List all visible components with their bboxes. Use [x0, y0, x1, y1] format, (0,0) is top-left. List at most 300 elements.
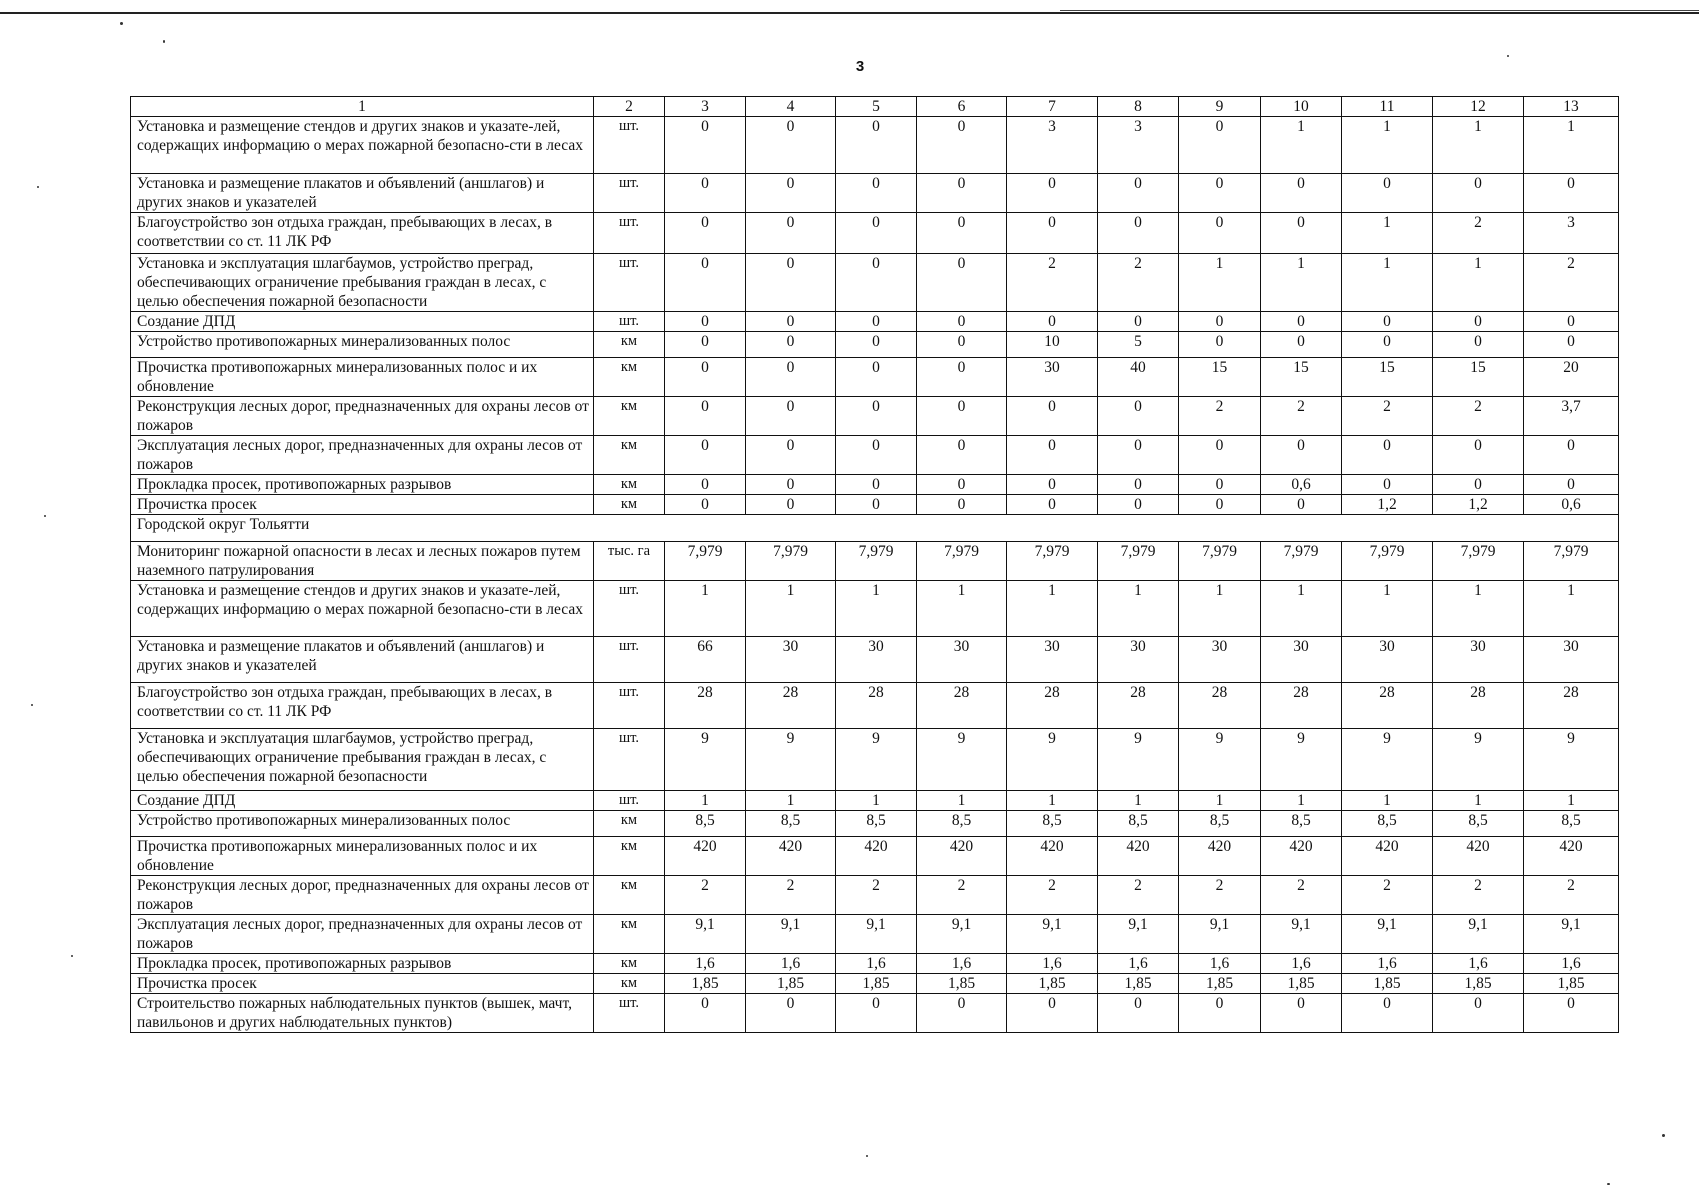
- value-cell: 2: [1179, 397, 1261, 436]
- value-cell: 1: [665, 791, 746, 811]
- table-row: [131, 213, 1619, 254]
- value-cell: 0: [746, 436, 836, 475]
- value-cell: 7,979: [917, 542, 1007, 581]
- value-cell: 30: [1342, 637, 1433, 683]
- value-cell: 20: [1524, 358, 1619, 397]
- value-cell: 2: [1261, 397, 1342, 436]
- value-cell: 1,6: [746, 954, 836, 974]
- value-cell: 7,979: [746, 542, 836, 581]
- value-cell: 1,85: [1007, 974, 1098, 994]
- value-cell: 1: [746, 581, 836, 637]
- value-cell: 0: [1433, 174, 1524, 213]
- value-cell: 9,1: [1261, 915, 1342, 954]
- value-cell: 0: [665, 254, 746, 312]
- value-cell: 0: [836, 495, 917, 515]
- value-cell: 3,7: [1524, 397, 1619, 436]
- value-cell: 1,6: [665, 954, 746, 974]
- table-row: [131, 475, 1619, 495]
- value-cell: 9,1: [665, 915, 746, 954]
- page-number: 3: [855, 58, 865, 75]
- value-cell: 0: [836, 332, 917, 358]
- value-cell: 0: [1179, 117, 1261, 174]
- value-cell: 40: [1098, 358, 1179, 397]
- value-cell: 9: [1433, 729, 1524, 791]
- value-cell: 7,979: [1433, 542, 1524, 581]
- column-header: 10: [1261, 97, 1342, 117]
- table-row: [131, 876, 1619, 915]
- value-cell: 30: [917, 637, 1007, 683]
- value-cell: 0: [836, 213, 917, 254]
- value-cell: 1: [1433, 791, 1524, 811]
- value-cell: 1,85: [1179, 974, 1261, 994]
- value-cell: 15: [1179, 358, 1261, 397]
- value-cell: 1,6: [1007, 954, 1098, 974]
- value-cell: 420: [1098, 837, 1179, 876]
- value-cell: 0: [917, 213, 1007, 254]
- value-cell: 1: [1098, 791, 1179, 811]
- value-cell: 420: [1433, 837, 1524, 876]
- value-cell: 7,979: [1179, 542, 1261, 581]
- value-cell: 9,1: [1179, 915, 1261, 954]
- value-cell: 0: [1342, 994, 1433, 1033]
- value-cell: 9,1: [746, 915, 836, 954]
- value-cell: 1,85: [917, 974, 1007, 994]
- value-cell: 9,1: [1098, 915, 1179, 954]
- activity-name: Устройство противопожарных минерализованных полос: [131, 332, 594, 358]
- column-header: 11: [1342, 97, 1433, 117]
- value-cell: 0: [1342, 312, 1433, 332]
- column-header: 2: [594, 97, 665, 117]
- value-cell: 0: [1179, 312, 1261, 332]
- value-cell: 1: [917, 791, 1007, 811]
- value-cell: 3: [1007, 117, 1098, 174]
- activity-name: Установка и размещение плакатов и объявлений (аншлагов) и других знаков и указателей: [131, 174, 594, 213]
- scan-speck: [1607, 1183, 1610, 1185]
- table-row: [131, 581, 1619, 637]
- value-cell: 0: [1433, 332, 1524, 358]
- value-cell: 7,979: [1007, 542, 1098, 581]
- value-cell: 0: [1433, 475, 1524, 495]
- header-row: [131, 97, 1619, 117]
- activity-name: Благоустройство зон отдыха граждан, пребывающих в лесах, в соответствии со ст. 11 ЛК РФ: [131, 683, 594, 729]
- value-cell: 0: [917, 254, 1007, 312]
- value-cell: 0: [1179, 475, 1261, 495]
- value-cell: 5: [1098, 332, 1179, 358]
- value-cell: 30: [1524, 637, 1619, 683]
- value-cell: 0: [746, 332, 836, 358]
- value-cell: 0: [746, 495, 836, 515]
- value-cell: 1,85: [1524, 974, 1619, 994]
- value-cell: 30: [1179, 637, 1261, 683]
- value-cell: 28: [836, 683, 917, 729]
- value-cell: 8,5: [1433, 811, 1524, 837]
- value-cell: 0: [917, 312, 1007, 332]
- scan-speck: [120, 22, 123, 25]
- unit-cell: км: [594, 837, 665, 876]
- unit-cell: шт.: [594, 791, 665, 811]
- value-cell: 7,979: [665, 542, 746, 581]
- value-cell: 1,85: [746, 974, 836, 994]
- activity-name: Устройство противопожарных минерализованных полос: [131, 811, 594, 837]
- value-cell: 8,5: [746, 811, 836, 837]
- value-cell: 1: [1342, 581, 1433, 637]
- value-cell: 0: [917, 436, 1007, 475]
- value-cell: 0: [917, 174, 1007, 213]
- unit-cell: шт.: [594, 213, 665, 254]
- value-cell: 0: [917, 397, 1007, 436]
- value-cell: 3: [1524, 213, 1619, 254]
- table-row: [131, 436, 1619, 475]
- value-cell: 9: [1098, 729, 1179, 791]
- value-cell: 0: [746, 254, 836, 312]
- value-cell: 0: [746, 117, 836, 174]
- activity-name: Прочистка просек: [131, 974, 594, 994]
- value-cell: 1: [1261, 581, 1342, 637]
- unit-cell: км: [594, 332, 665, 358]
- value-cell: 0: [917, 117, 1007, 174]
- unit-cell: км: [594, 358, 665, 397]
- value-cell: 9,1: [1433, 915, 1524, 954]
- value-cell: 30: [1007, 358, 1098, 397]
- value-cell: 1: [1433, 581, 1524, 637]
- value-cell: 1: [1261, 117, 1342, 174]
- value-cell: 1,6: [1261, 954, 1342, 974]
- column-header: 9: [1179, 97, 1261, 117]
- column-header: 5: [836, 97, 917, 117]
- scan-speck: [1507, 55, 1509, 57]
- value-cell: 2: [1007, 876, 1098, 915]
- table-row: [131, 542, 1619, 581]
- unit-cell: шт.: [594, 174, 665, 213]
- value-cell: 28: [665, 683, 746, 729]
- value-cell: 2: [1179, 876, 1261, 915]
- value-cell: 0: [665, 174, 746, 213]
- activity-name: Прокладка просек, противопожарных разрывов: [131, 475, 594, 495]
- value-cell: 420: [1179, 837, 1261, 876]
- unit-cell: км: [594, 811, 665, 837]
- value-cell: 0: [746, 397, 836, 436]
- value-cell: 0: [836, 254, 917, 312]
- table-row: [131, 332, 1619, 358]
- value-cell: 0: [836, 312, 917, 332]
- value-cell: 66: [665, 637, 746, 683]
- table-row: [131, 312, 1619, 332]
- value-cell: 30: [836, 637, 917, 683]
- value-cell: 420: [836, 837, 917, 876]
- value-cell: 0: [665, 332, 746, 358]
- value-cell: 1,85: [1342, 974, 1433, 994]
- column-header: 1: [131, 97, 594, 117]
- value-cell: 1: [1261, 254, 1342, 312]
- unit-cell: тыс. га: [594, 542, 665, 581]
- value-cell: 0: [1261, 312, 1342, 332]
- table-row: [131, 495, 1619, 515]
- activity-name: Прочистка противопожарных минерализованных полос и их обновление: [131, 358, 594, 397]
- value-cell: 8,5: [665, 811, 746, 837]
- value-cell: 0: [665, 994, 746, 1033]
- value-cell: 1: [917, 581, 1007, 637]
- value-cell: 0: [1007, 213, 1098, 254]
- table-row: [131, 174, 1619, 213]
- value-cell: 420: [1342, 837, 1433, 876]
- value-cell: 7,979: [1524, 542, 1619, 581]
- value-cell: 0: [1524, 475, 1619, 495]
- value-cell: 0: [665, 495, 746, 515]
- value-cell: 8,5: [1261, 811, 1342, 837]
- value-cell: 1,2: [1433, 495, 1524, 515]
- value-cell: 0: [836, 475, 917, 495]
- value-cell: 0: [1007, 495, 1098, 515]
- value-cell: 0: [917, 994, 1007, 1033]
- value-cell: 0: [1261, 332, 1342, 358]
- value-cell: 0: [1179, 436, 1261, 475]
- unit-cell: км: [594, 475, 665, 495]
- value-cell: 1,85: [1098, 974, 1179, 994]
- value-cell: 1: [1524, 117, 1619, 174]
- column-header: 6: [917, 97, 1007, 117]
- value-cell: 0,6: [1524, 495, 1619, 515]
- value-cell: 9: [1007, 729, 1098, 791]
- value-cell: 0: [665, 436, 746, 475]
- value-cell: 0: [1524, 994, 1619, 1033]
- value-cell: 0: [1524, 332, 1619, 358]
- scan-speck: [37, 186, 39, 188]
- value-cell: 9: [1261, 729, 1342, 791]
- value-cell: 0: [1098, 475, 1179, 495]
- value-cell: 1: [1098, 581, 1179, 637]
- value-cell: 0: [1342, 475, 1433, 495]
- unit-cell: шт.: [594, 117, 665, 174]
- value-cell: 2: [1524, 876, 1619, 915]
- value-cell: 8,5: [1524, 811, 1619, 837]
- value-cell: 28: [1433, 683, 1524, 729]
- value-cell: 7,979: [1261, 542, 1342, 581]
- value-cell: 0: [1007, 475, 1098, 495]
- value-cell: 2: [917, 876, 1007, 915]
- column-header: 12: [1433, 97, 1524, 117]
- table-row: [131, 994, 1619, 1033]
- value-cell: 30: [746, 637, 836, 683]
- value-cell: 0: [1098, 213, 1179, 254]
- table-row: [131, 729, 1619, 791]
- value-cell: 420: [917, 837, 1007, 876]
- value-cell: 0: [665, 117, 746, 174]
- scan-speck: [44, 515, 46, 517]
- value-cell: 28: [1261, 683, 1342, 729]
- value-cell: 9: [836, 729, 917, 791]
- value-cell: 1: [1179, 791, 1261, 811]
- value-cell: 1: [836, 791, 917, 811]
- value-cell: 0: [1179, 213, 1261, 254]
- value-cell: 1: [1433, 254, 1524, 312]
- value-cell: 28: [1342, 683, 1433, 729]
- table-row: [131, 837, 1619, 876]
- value-cell: 420: [1524, 837, 1619, 876]
- value-cell: 1,6: [1179, 954, 1261, 974]
- table-row: [131, 637, 1619, 683]
- value-cell: 10: [1007, 332, 1098, 358]
- value-cell: 0: [746, 994, 836, 1033]
- value-cell: 0: [836, 436, 917, 475]
- value-cell: 15: [1261, 358, 1342, 397]
- activity-name: Установка и эксплуатация шлагбаумов, устройство преград, обеспечивающих ограничение пребывания граждан в лесах, с целью обеспечения пожарной безопасности: [131, 729, 594, 791]
- value-cell: 0: [1261, 436, 1342, 475]
- value-cell: 1: [665, 581, 746, 637]
- value-cell: 1: [1433, 117, 1524, 174]
- value-cell: 1: [1524, 791, 1619, 811]
- value-cell: 0: [836, 397, 917, 436]
- value-cell: 7,979: [1342, 542, 1433, 581]
- column-header: 13: [1524, 97, 1619, 117]
- unit-cell: шт.: [594, 637, 665, 683]
- value-cell: 1,85: [1433, 974, 1524, 994]
- value-cell: 1: [1342, 117, 1433, 174]
- value-cell: 1,85: [1261, 974, 1342, 994]
- value-cell: 2: [1433, 397, 1524, 436]
- top-border-line: [0, 12, 1699, 14]
- activity-name: Мониторинг пожарной опасности в лесах и лесных пожаров путем наземного патрулирования: [131, 542, 594, 581]
- value-cell: 0: [665, 358, 746, 397]
- value-cell: 28: [1007, 683, 1098, 729]
- table-body: [131, 117, 1619, 1033]
- value-cell: 0: [1007, 397, 1098, 436]
- value-cell: 8,5: [836, 811, 917, 837]
- value-cell: 2: [746, 876, 836, 915]
- value-cell: 1,85: [836, 974, 917, 994]
- value-cell: 0: [1524, 436, 1619, 475]
- unit-cell: шт.: [594, 729, 665, 791]
- value-cell: 0: [746, 475, 836, 495]
- table-row: [131, 974, 1619, 994]
- value-cell: 1: [1524, 581, 1619, 637]
- section-row: [131, 515, 1619, 542]
- value-cell: 0: [665, 312, 746, 332]
- table-row: [131, 791, 1619, 811]
- value-cell: 8,5: [1179, 811, 1261, 837]
- value-cell: 1: [1007, 581, 1098, 637]
- value-cell: 0,6: [1261, 475, 1342, 495]
- value-cell: 2: [1524, 254, 1619, 312]
- value-cell: 1: [1342, 791, 1433, 811]
- value-cell: 1,6: [836, 954, 917, 974]
- value-cell: 1,6: [1433, 954, 1524, 974]
- value-cell: 420: [665, 837, 746, 876]
- value-cell: 9: [1179, 729, 1261, 791]
- value-cell: 0: [665, 475, 746, 495]
- value-cell: 1: [1179, 581, 1261, 637]
- value-cell: 8,5: [1098, 811, 1179, 837]
- value-cell: 1: [1179, 254, 1261, 312]
- unit-cell: шт.: [594, 683, 665, 729]
- value-cell: 420: [1261, 837, 1342, 876]
- table-row: [131, 954, 1619, 974]
- value-cell: 0: [746, 358, 836, 397]
- value-cell: 1,6: [1524, 954, 1619, 974]
- value-cell: 0: [1007, 994, 1098, 1033]
- unit-cell: км: [594, 954, 665, 974]
- unit-cell: шт.: [594, 254, 665, 312]
- value-cell: 0: [1179, 994, 1261, 1033]
- value-cell: 0: [917, 495, 1007, 515]
- value-cell: 1,85: [665, 974, 746, 994]
- scan-speck: [1662, 1134, 1665, 1137]
- value-cell: 30: [1261, 637, 1342, 683]
- value-cell: 2: [1433, 213, 1524, 254]
- value-cell: 9: [1524, 729, 1619, 791]
- unit-cell: км: [594, 397, 665, 436]
- activities-table: [130, 96, 1619, 1033]
- activity-name: Эксплуатация лесных дорог, предназначенных для охраны лесов от пожаров: [131, 915, 594, 954]
- activity-name: Создание ДПД: [131, 791, 594, 811]
- column-header: 3: [665, 97, 746, 117]
- value-cell: 0: [1179, 332, 1261, 358]
- value-cell: 9,1: [1342, 915, 1433, 954]
- value-cell: 420: [1007, 837, 1098, 876]
- value-cell: 1: [746, 791, 836, 811]
- unit-cell: шт.: [594, 312, 665, 332]
- activity-name: Благоустройство зон отдыха граждан, пребывающих в лесах, в соответствии со ст. 11 ЛК РФ: [131, 213, 594, 254]
- value-cell: 0: [1098, 312, 1179, 332]
- value-cell: 3: [1098, 117, 1179, 174]
- value-cell: 30: [1433, 637, 1524, 683]
- value-cell: 8,5: [1007, 811, 1098, 837]
- value-cell: 0: [1342, 332, 1433, 358]
- table-row: [131, 397, 1619, 436]
- value-cell: 2: [1098, 876, 1179, 915]
- value-cell: 2: [1342, 397, 1433, 436]
- value-cell: 8,5: [917, 811, 1007, 837]
- value-cell: 1,6: [917, 954, 1007, 974]
- value-cell: 0: [1007, 174, 1098, 213]
- value-cell: 0: [1098, 994, 1179, 1033]
- value-cell: 9,1: [1524, 915, 1619, 954]
- scan-speck: [31, 704, 33, 706]
- value-cell: 9: [917, 729, 1007, 791]
- value-cell: 0: [1261, 495, 1342, 515]
- value-cell: 0: [1007, 436, 1098, 475]
- value-cell: 0: [665, 213, 746, 254]
- value-cell: 28: [917, 683, 1007, 729]
- value-cell: 2: [1098, 254, 1179, 312]
- value-cell: 0: [836, 994, 917, 1033]
- value-cell: 0: [917, 475, 1007, 495]
- activity-name: Реконструкция лесных дорог, предназначенных для охраны лесов от пожаров: [131, 876, 594, 915]
- value-cell: 0: [1098, 495, 1179, 515]
- value-cell: 8,5: [1342, 811, 1433, 837]
- unit-cell: км: [594, 915, 665, 954]
- value-cell: 0: [746, 213, 836, 254]
- scan-speck: [866, 1155, 868, 1157]
- scan-speck: [163, 40, 165, 43]
- value-cell: 0: [1524, 312, 1619, 332]
- table-row: [131, 811, 1619, 837]
- table-row: [131, 117, 1619, 174]
- value-cell: 28: [1098, 683, 1179, 729]
- unit-cell: км: [594, 876, 665, 915]
- value-cell: 30: [1098, 637, 1179, 683]
- value-cell: 0: [1098, 436, 1179, 475]
- value-cell: 0: [1179, 495, 1261, 515]
- activity-name: Установка и размещение стендов и других знаков и указате-лей, содержащих информацию о мерах пожарной безопасно-сти в лесах: [131, 117, 594, 174]
- value-cell: 0: [1179, 174, 1261, 213]
- unit-cell: шт.: [594, 581, 665, 637]
- value-cell: 0: [1342, 436, 1433, 475]
- value-cell: 0: [917, 358, 1007, 397]
- value-cell: 9: [746, 729, 836, 791]
- value-cell: 1,2: [1342, 495, 1433, 515]
- value-cell: 420: [746, 837, 836, 876]
- column-header: 7: [1007, 97, 1098, 117]
